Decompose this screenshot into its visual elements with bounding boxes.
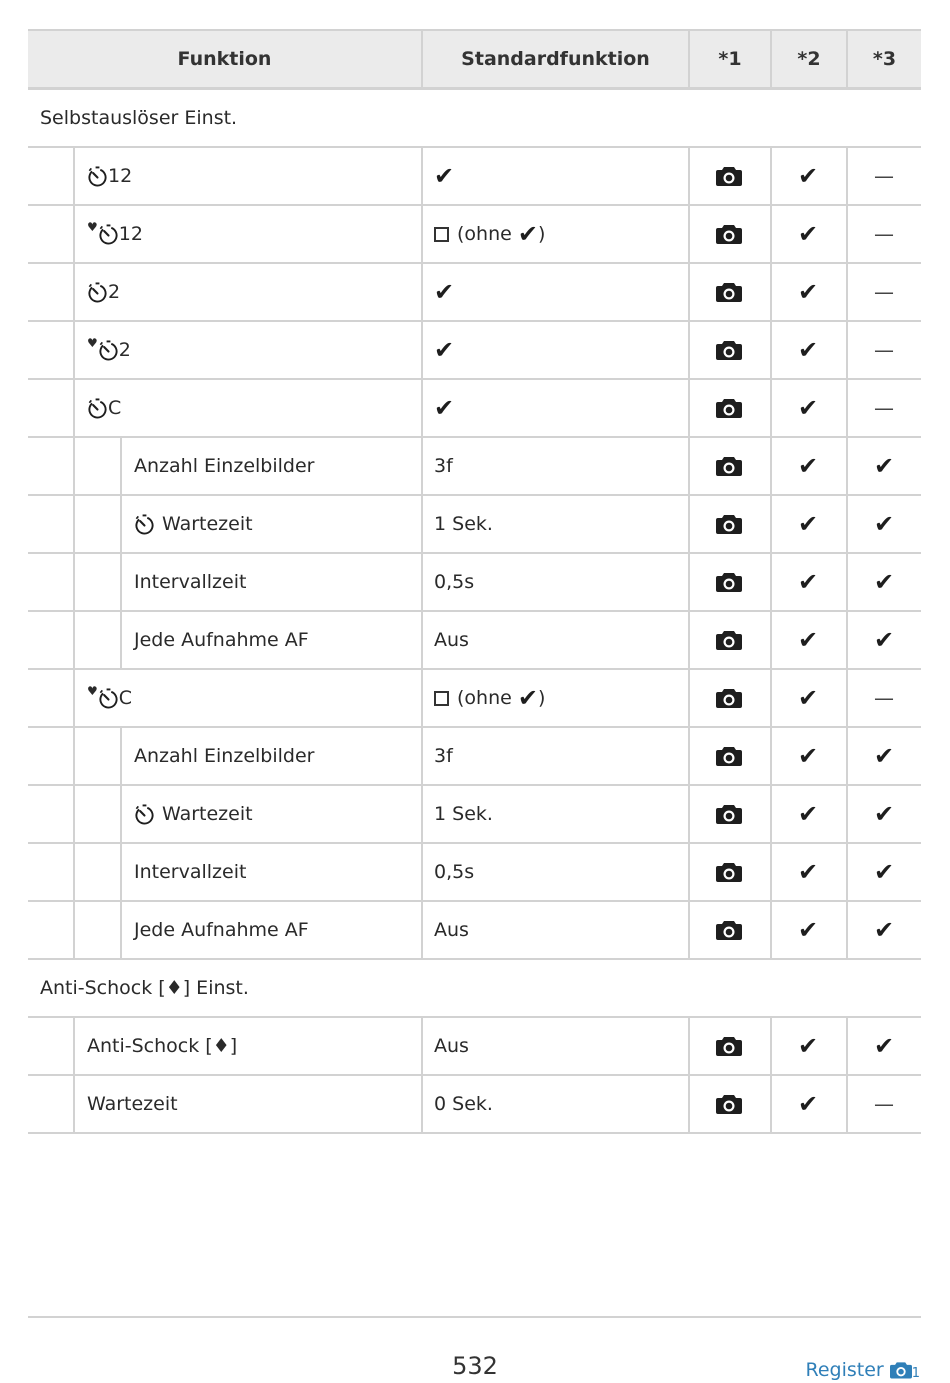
row-label: Jede Aufnahme AF bbox=[134, 919, 309, 941]
row-label: Wartezeit bbox=[87, 1093, 178, 1115]
check-icon: ✔ bbox=[873, 510, 895, 538]
table-row bbox=[28, 728, 921, 786]
check-icon: ✔ bbox=[797, 162, 819, 190]
camera-icon bbox=[716, 398, 742, 418]
row-label: Wartezeit bbox=[134, 496, 253, 552]
check-icon: ✔ bbox=[873, 626, 895, 654]
check-icon: ✔ bbox=[873, 858, 895, 886]
table-row bbox=[28, 380, 921, 438]
dash-mark: — bbox=[874, 686, 894, 710]
check-icon: ✔ bbox=[797, 742, 819, 770]
table-row bbox=[28, 1018, 921, 1076]
default-cell bbox=[434, 380, 454, 436]
table-row bbox=[28, 670, 921, 728]
dash-mark: — bbox=[874, 338, 894, 362]
check-icon: ✔ bbox=[517, 220, 538, 248]
heart-icon: ♥ bbox=[87, 336, 98, 350]
table-row bbox=[28, 438, 921, 496]
camera-icon bbox=[716, 630, 742, 650]
camera-icon bbox=[716, 340, 742, 360]
default-cell: (ohne ✔ ) bbox=[434, 670, 545, 726]
camera-icon bbox=[716, 1036, 742, 1056]
table-header bbox=[28, 29, 921, 90]
check-icon: ✔ bbox=[797, 336, 819, 364]
row-label: Jede Aufnahme AF bbox=[134, 629, 309, 651]
header-col2: *2 bbox=[797, 48, 821, 70]
check-icon: ✔ bbox=[434, 162, 455, 190]
camera-icon bbox=[716, 282, 742, 302]
default-cell: 0 Sek. bbox=[434, 1093, 493, 1115]
row-label: 2 bbox=[87, 264, 120, 320]
check-icon: ✔ bbox=[434, 394, 455, 422]
camera-icon bbox=[716, 1094, 742, 1114]
check-icon: ✔ bbox=[797, 916, 819, 944]
check-icon: ✔ bbox=[797, 800, 819, 828]
table-row bbox=[28, 786, 921, 844]
default-cell: 3f bbox=[434, 455, 453, 477]
check-icon: ✔ bbox=[797, 1032, 819, 1060]
table-row bbox=[28, 496, 921, 554]
footer-divider bbox=[28, 1316, 921, 1318]
check-icon: ✔ bbox=[873, 568, 895, 596]
row-label: Anzahl Einzelbilder bbox=[134, 455, 315, 477]
default-cell: Aus bbox=[434, 1035, 469, 1057]
self-timer-icon bbox=[98, 224, 119, 245]
header-funktion: Funktion bbox=[177, 48, 272, 70]
header-col1: *1 bbox=[718, 48, 742, 70]
self-timer-icon bbox=[98, 340, 119, 361]
heart-icon: ♥ bbox=[87, 684, 98, 698]
check-icon: ✔ bbox=[797, 220, 819, 248]
table-row bbox=[28, 264, 921, 322]
check-icon: ✔ bbox=[517, 684, 538, 712]
register-label[interactable]: Register bbox=[805, 1358, 884, 1381]
section-anti-shock bbox=[28, 960, 921, 1018]
check-icon: ✔ bbox=[797, 394, 819, 422]
row-label: ♥ C bbox=[87, 684, 133, 709]
self-timer-icon bbox=[87, 282, 108, 303]
camera-icon bbox=[716, 804, 742, 824]
camera-icon bbox=[890, 1361, 912, 1379]
row-label: Anzahl Einzelbilder bbox=[134, 745, 315, 767]
register-link[interactable] bbox=[805, 1358, 920, 1381]
check-icon: ✔ bbox=[797, 510, 819, 538]
check-icon: ✔ bbox=[797, 278, 819, 306]
dash-mark: — bbox=[874, 164, 894, 188]
dash-mark: — bbox=[874, 396, 894, 420]
section-self-timer bbox=[28, 90, 921, 148]
default-cell: 1 Sek. bbox=[434, 513, 493, 535]
self-timer-icon bbox=[87, 398, 108, 419]
camera-icon bbox=[716, 456, 742, 476]
table-row bbox=[28, 206, 921, 264]
header-col3: *3 bbox=[872, 48, 897, 70]
heart-icon: ♥ bbox=[87, 220, 98, 234]
camera-icon bbox=[716, 166, 742, 186]
section-title: Selbstauslöser Einst. bbox=[40, 107, 238, 129]
check-icon: ✔ bbox=[797, 858, 819, 886]
camera-icon bbox=[716, 862, 742, 882]
row-label: ♥ 12 bbox=[87, 220, 143, 245]
default-cell: 0,5s bbox=[434, 861, 475, 883]
camera-icon bbox=[716, 224, 742, 244]
self-timer-icon bbox=[134, 804, 155, 825]
check-icon: ✔ bbox=[797, 684, 819, 712]
camera-icon bbox=[716, 572, 742, 592]
table-row bbox=[28, 148, 921, 206]
table-row bbox=[28, 902, 921, 960]
table-row bbox=[28, 322, 921, 380]
self-timer-icon bbox=[134, 514, 155, 535]
section-title: Anti-Schock [♦] Einst. bbox=[40, 977, 249, 999]
register-subscript: 1 bbox=[911, 1366, 920, 1381]
default-cell: 0,5s bbox=[434, 571, 475, 593]
check-icon: ✔ bbox=[797, 452, 819, 480]
row-label: Wartezeit bbox=[134, 786, 253, 842]
dash-mark: — bbox=[874, 1092, 894, 1116]
default-cell: 3f bbox=[434, 745, 453, 767]
table-row bbox=[28, 554, 921, 612]
self-timer-icon bbox=[87, 166, 108, 187]
header-standardfunktion: Standardfunktion bbox=[461, 48, 650, 70]
self-timer-icon bbox=[98, 688, 119, 709]
default-cell bbox=[434, 148, 454, 204]
checkbox-icon bbox=[434, 691, 449, 706]
check-icon: ✔ bbox=[797, 1090, 819, 1118]
check-icon: ✔ bbox=[873, 452, 895, 480]
camera-icon bbox=[716, 746, 742, 766]
dash-mark: — bbox=[874, 280, 894, 304]
row-label: C bbox=[87, 380, 121, 436]
row-label: Anti-Schock [♦] bbox=[87, 1035, 238, 1057]
row-label: Intervallzeit bbox=[134, 861, 247, 883]
check-icon: ✔ bbox=[797, 626, 819, 654]
default-cell bbox=[434, 264, 454, 320]
default-cell: (ohne ✔ ) bbox=[434, 206, 545, 262]
check-icon: ✔ bbox=[434, 278, 455, 306]
dash-mark: — bbox=[874, 222, 894, 246]
camera-icon bbox=[716, 920, 742, 940]
table-row bbox=[28, 1076, 921, 1134]
row-label: ♥ 2 bbox=[87, 336, 131, 361]
check-icon: ✔ bbox=[873, 742, 895, 770]
row-label: Intervallzeit bbox=[134, 571, 247, 593]
check-icon: ✔ bbox=[873, 1032, 895, 1060]
check-icon: ✔ bbox=[797, 568, 819, 596]
default-cell: Aus bbox=[434, 629, 469, 651]
check-icon: ✔ bbox=[434, 336, 455, 364]
check-icon: ✔ bbox=[873, 916, 895, 944]
table-row bbox=[28, 612, 921, 670]
default-cell: 1 Sek. bbox=[434, 803, 493, 825]
check-icon: ✔ bbox=[873, 800, 895, 828]
settings-table bbox=[28, 29, 921, 1134]
camera-icon bbox=[716, 514, 742, 534]
default-cell bbox=[434, 322, 454, 378]
checkbox-icon bbox=[434, 227, 449, 242]
page-number: 532 bbox=[452, 1352, 498, 1380]
default-cell: Aus bbox=[434, 919, 469, 941]
row-label: 12 bbox=[87, 148, 132, 204]
table-row bbox=[28, 844, 921, 902]
camera-icon bbox=[716, 688, 742, 708]
